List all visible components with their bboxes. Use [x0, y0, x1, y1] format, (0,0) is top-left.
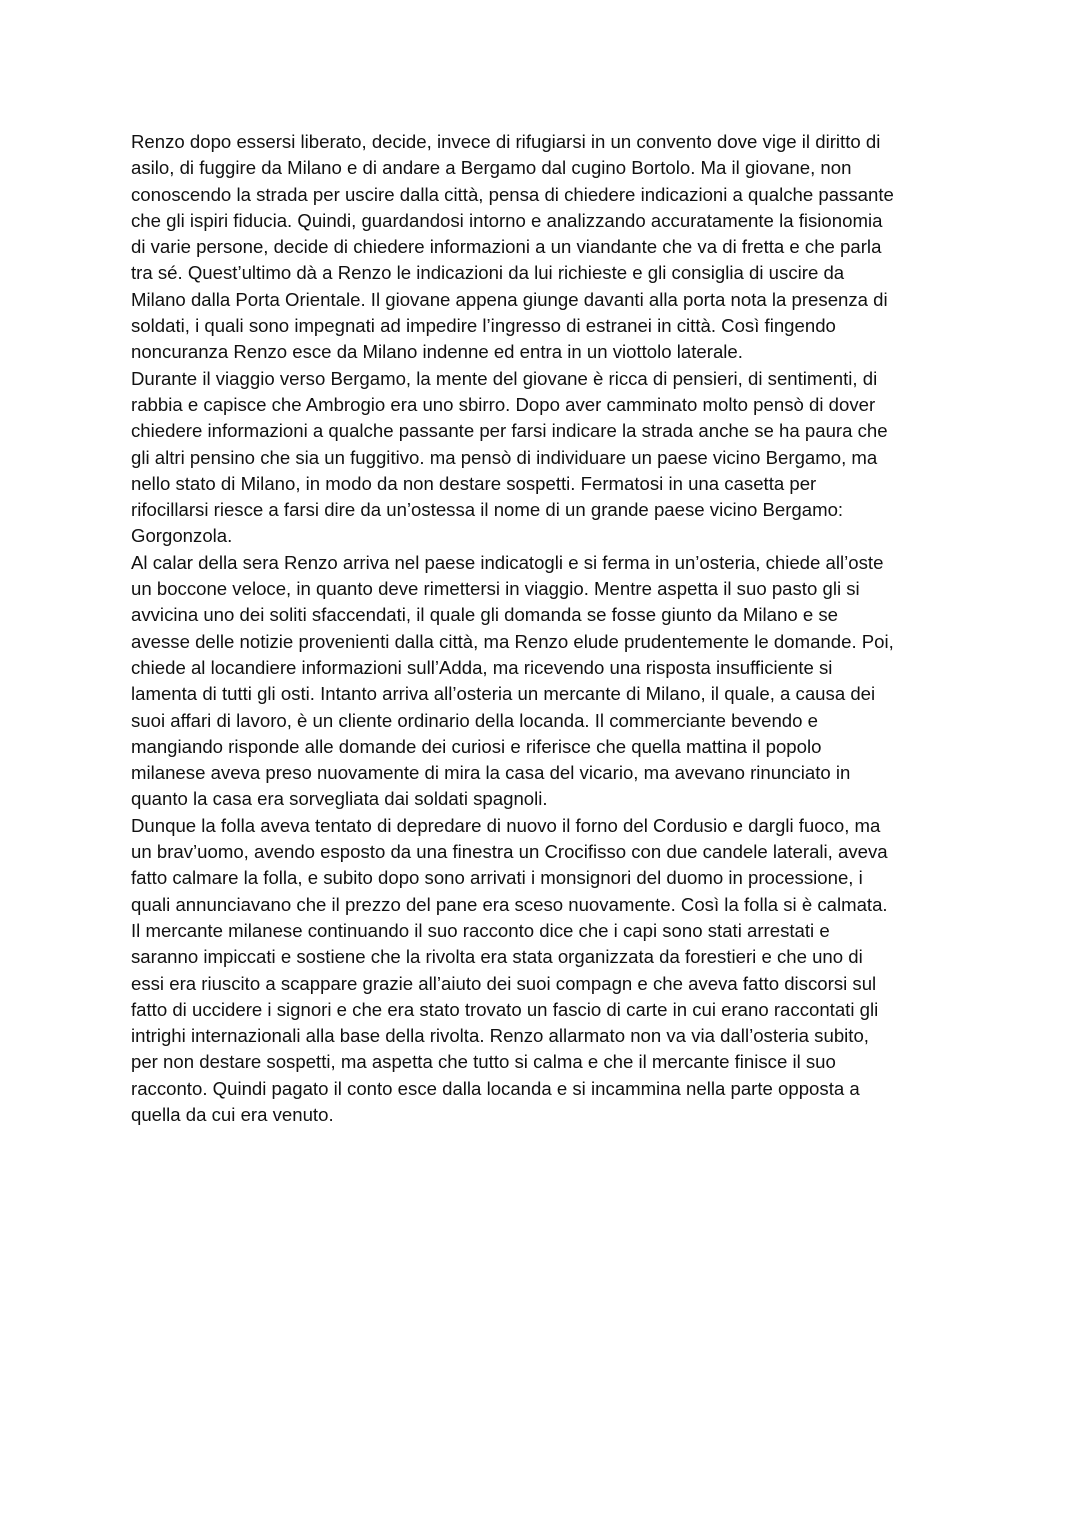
text-line: suoi affari di lavoro, è un cliente ordinario della locanda. Il commerciante bevendo e: [131, 709, 818, 731]
body-text: [131, 129, 961, 1128]
text-line: di varie persone, decide di chiedere informazioni a un viandante che va di fretta e che parla: [131, 236, 882, 258]
text-line: per non destare sospetti, ma aspetta che tutto si calma e che il mercante finisce il suo: [131, 1051, 836, 1073]
text-line: rabbia e capisce che Ambrogio era uno sbirro. Dopo aver camminato molto pensò di dover: [131, 393, 876, 415]
text-line: lamenta di tutti gli osti. Intanto arriva all’osteria un mercante di Milano, il quale, a causa dei: [131, 683, 876, 705]
text-line: Il mercante milanese continuando il suo racconto dice che i capi sono stati arrestati e: [131, 919, 830, 941]
text-line: fatto di uccidere i signori e che era stato trovato un fascio di carte in cui erano raccontati gli: [131, 998, 879, 1020]
text-line: Al calar della sera Renzo arriva nel paese indicatogli e si ferma in un’osteria, chiede all’oste: [131, 551, 884, 573]
text-line: avesse delle notizie provenienti dalla città, ma Renzo elude prudentemente le domande. Poi,: [131, 630, 894, 652]
text-line: quella da cui era venuto.: [131, 1103, 334, 1125]
text-line: soldati, i quali sono impegnati ad impedire l’ingresso di estranei in città. Così fingendo: [131, 315, 836, 337]
text-line: noncuranza Renzo esce da Milano indenne ed entra in un viottolo laterale.: [131, 341, 743, 363]
text-line: quali annunciavano che il prezzo del pane era sceso nuovamente. Così la folla si è calmata.: [131, 893, 888, 915]
text-line: asilo, di fuggire da Milano e di andare a Bergamo dal cugino Bortolo. Ma il giovane, non: [131, 157, 852, 179]
text-line: Durante il viaggio verso Bergamo, la mente del giovane è ricca di pensieri, di sentimenti, di: [131, 367, 878, 389]
text-line: quanto la casa era sorvegliata dai soldati spagnoli.: [131, 788, 548, 810]
text-line: tra sé. Quest’ultimo dà a Renzo le indicazioni da lui richieste e gli consiglia di uscire da: [131, 262, 845, 284]
text-line: chiedere informazioni a qualche passante per farsi indicare la strada anche se ha paura che: [131, 420, 888, 442]
text-line: chiede al locandiere informazioni sull’Adda, ma ricevendo una risposta insufficiente si: [131, 656, 833, 678]
text-line: Dunque la folla aveva tentato di depredare di nuovo il forno del Cordusio e dargli fuoco, ma: [131, 814, 881, 836]
text-line: nello stato di Milano, in modo da non destare sospetti. Fermatosi in una casetta per: [131, 472, 817, 494]
text-line: essi era riuscito a scappare grazie all’aiuto dei suoi compagn e che aveva fatto discorsi sul: [131, 972, 877, 994]
text-line: gli altri pensino che sia un fuggitivo. ma pensò di individuare un paese vicino Bergamo, ma: [131, 446, 878, 468]
text-line: che gli ispiri fiducia. Quindi, guardandosi intorno e analizzando accuratamente la fisionomia: [131, 209, 883, 231]
text-line: Gorgonzola.: [131, 525, 233, 547]
text-line: racconto. Quindi pagato il conto esce dalla locanda e si incammina nella parte opposta a: [131, 1077, 860, 1099]
text-line: saranno impiccati e sostiene che la rivolta era stata organizzata da forestieri e che uno di: [131, 946, 863, 968]
text-line: intrighi internazionali alla base della rivolta. Renzo allarmato non va via dall’osteria subito,: [131, 1025, 869, 1047]
text-line: avvicina uno dei soliti sfaccendati, il quale gli domanda se fosse giunto da Milano e se: [131, 604, 838, 626]
text-line: un brav’uomo, avendo esposto da una finestra un Crocifisso con due candele laterali, aveva: [131, 841, 888, 863]
text-line: conoscendo la strada per uscire dalla città, pensa di chiedere indicazioni a qualche passante: [131, 183, 894, 205]
text-line: Renzo dopo essersi liberato, decide, invece di rifugiarsi in un convento dove vige il diritto di: [131, 131, 881, 152]
text-line: rifocillarsi riesce a farsi dire da un’ostessa il nome di un grande paese vicino Bergamo:: [131, 499, 844, 521]
text-line: milanese aveva preso nuovamente di mira la casa del vicario, ma avevano rinunciato in: [131, 762, 851, 784]
text-line: mangiando risponde alle domande dei curiosi e riferisce che quella mattina il popolo: [131, 735, 822, 757]
text-line: fatto calmare la folla, e subito dopo sono arrivati i monsignori del duomo in processione, i: [131, 867, 863, 889]
text-line: Milano dalla Porta Orientale. Il giovane appena giunge davanti alla porta nota la presenza di: [131, 288, 888, 310]
text-line: un boccone veloce, in quanto deve rimettersi in viaggio. Mentre aspetta il suo pasto gli si: [131, 578, 860, 600]
